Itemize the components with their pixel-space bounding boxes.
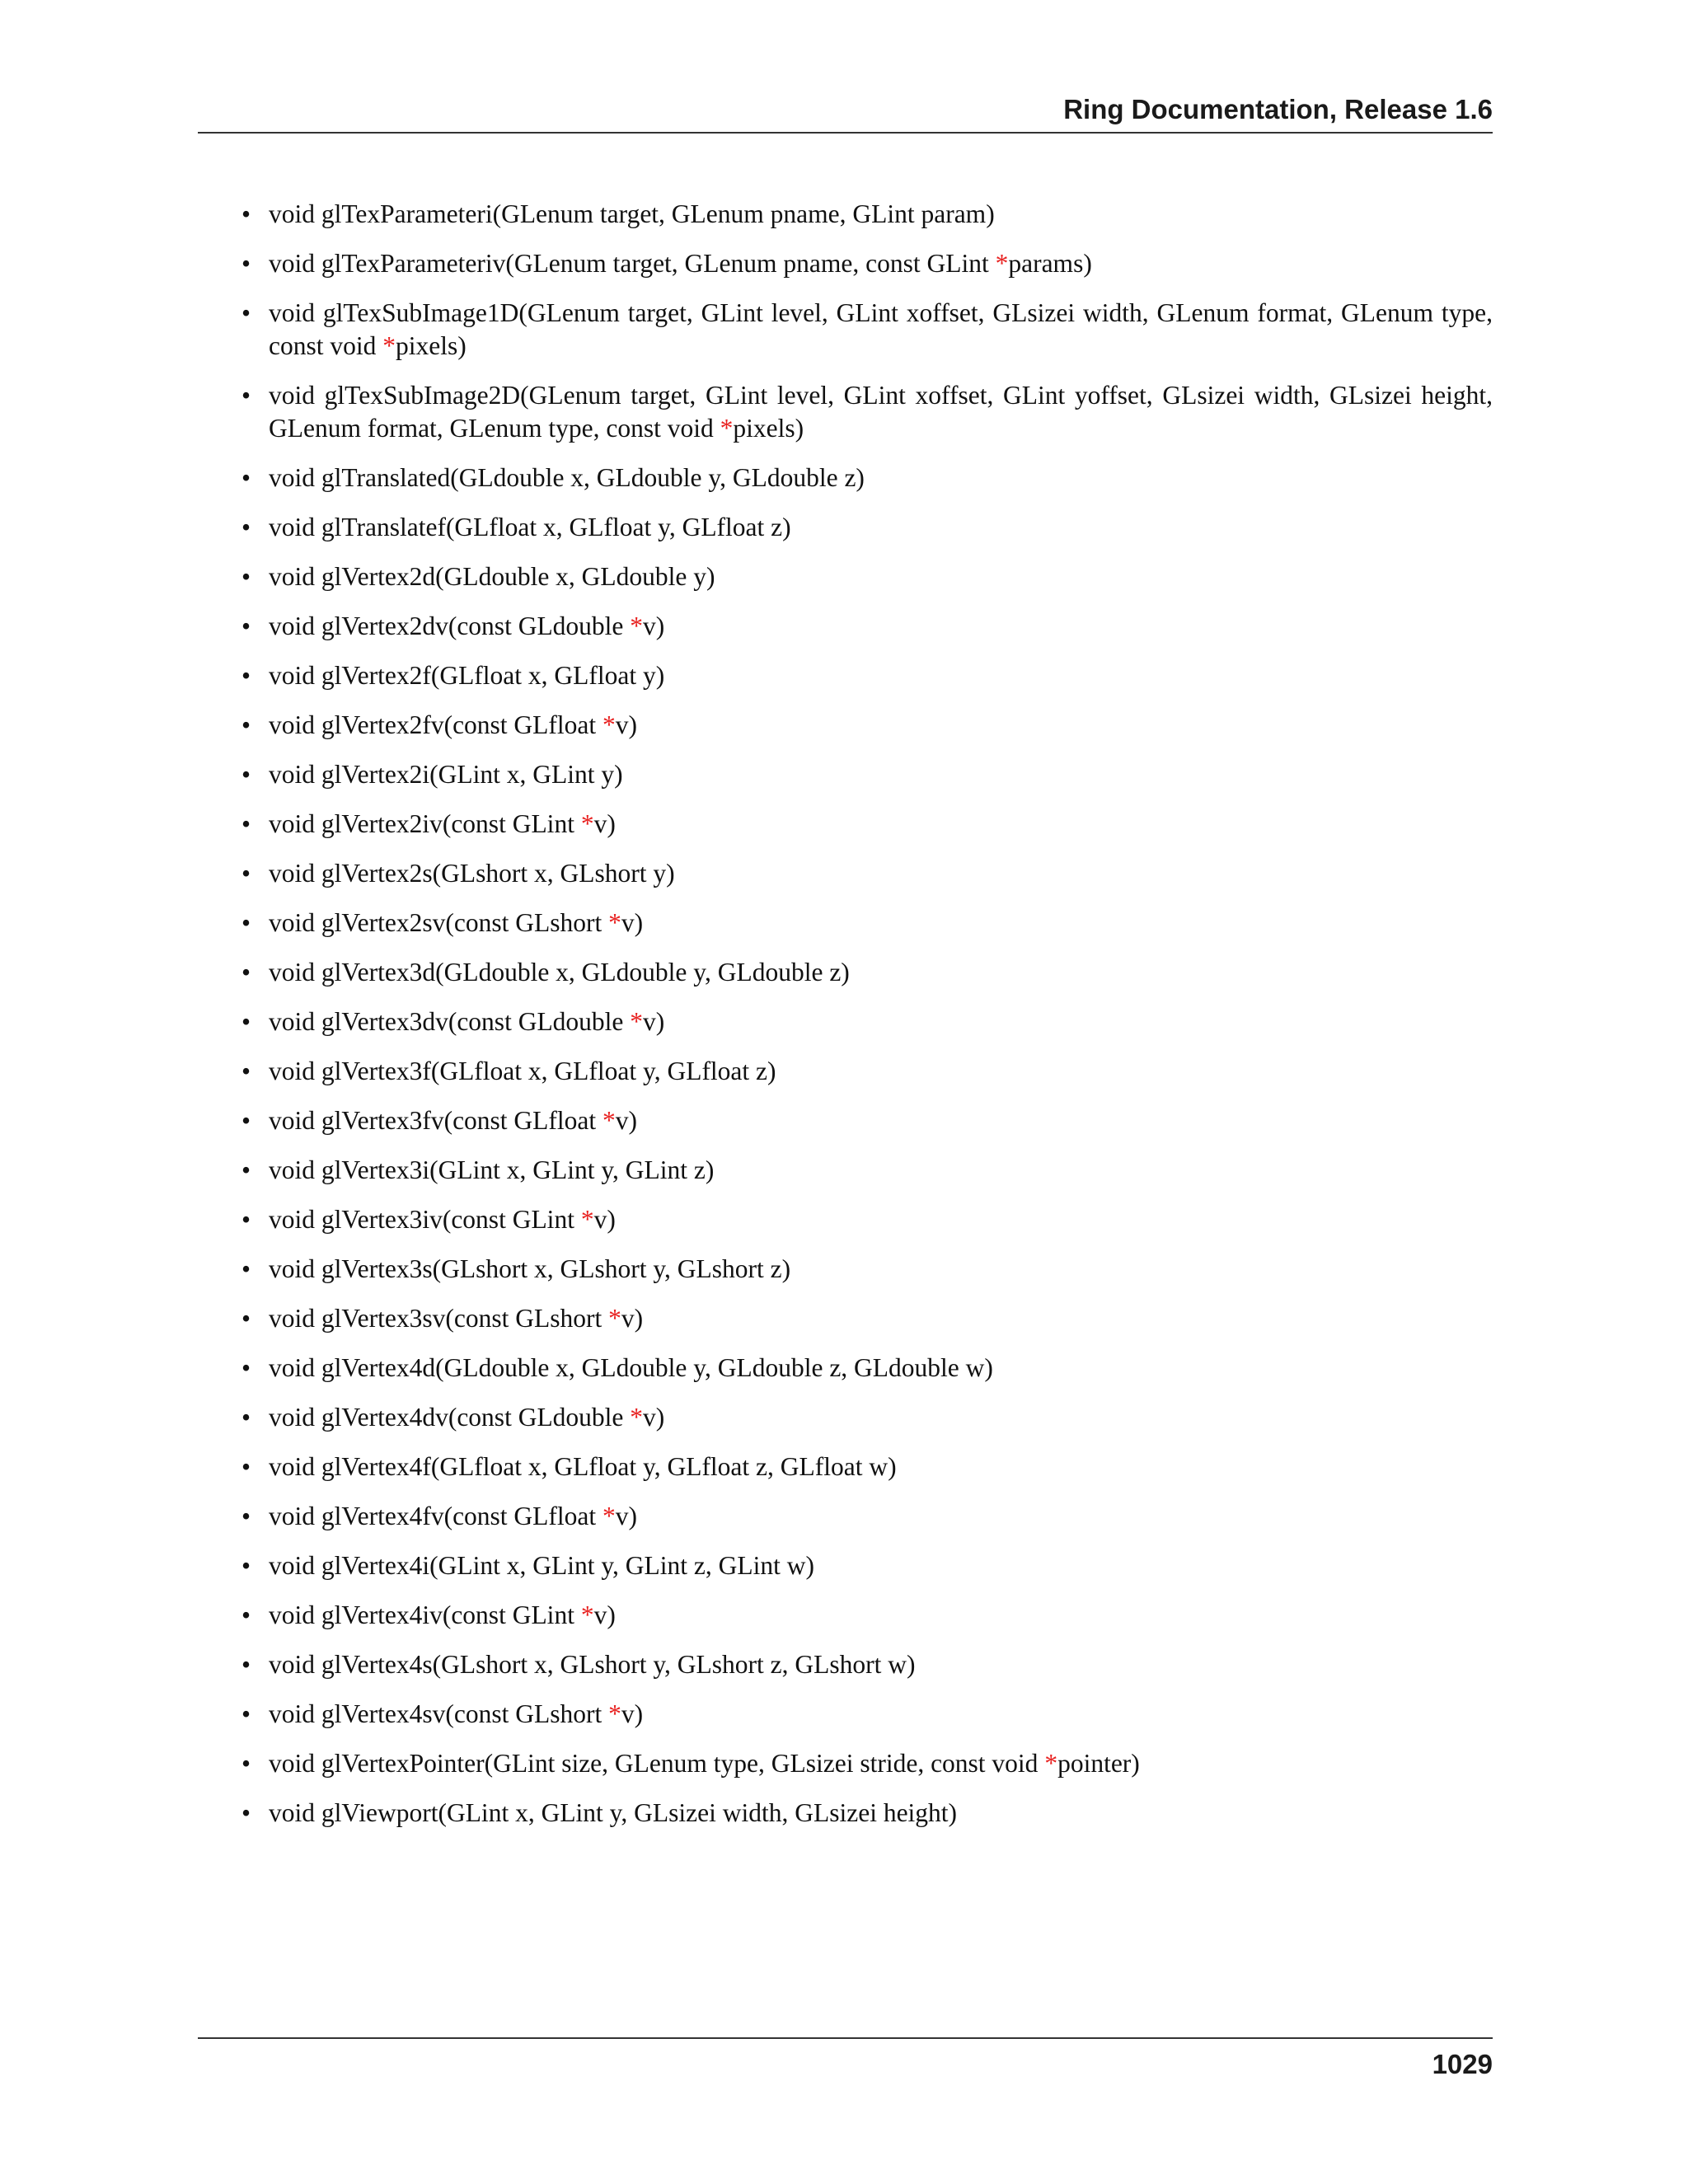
list-item: [198, 1401, 1493, 1434]
list-item: [198, 857, 1493, 890]
item-text-after: v): [643, 1007, 665, 1036]
item-text: void glViewport(GLint x, GLint y, GLsizei width, GLsizei height): [269, 1798, 958, 1827]
list-item: [198, 1055, 1493, 1088]
bullet: •: [241, 298, 251, 327]
list-item: [198, 907, 1493, 940]
list-item: [198, 1154, 1493, 1187]
bullet: •: [241, 1155, 251, 1184]
pointer-star: *: [995, 249, 1009, 278]
item-text-after: pixels): [396, 331, 467, 360]
item-text: void glVertex3i(GLint x, GLint y, GLint z): [269, 1155, 715, 1184]
bullet: •: [241, 463, 251, 492]
bullet: •: [241, 1601, 251, 1629]
list-item: [198, 198, 1493, 231]
item-text: void glVertex4fv(const GLfloat: [269, 1502, 603, 1530]
pointer-star: *: [382, 331, 396, 360]
pointer-star: *: [603, 1106, 616, 1135]
bullet: •: [241, 710, 251, 739]
pointer-star: *: [603, 1502, 616, 1530]
list-item: [198, 247, 1493, 280]
list-item: [198, 610, 1493, 643]
list-item: [198, 659, 1493, 692]
pointer-star: *: [580, 809, 594, 838]
bullet: •: [241, 612, 251, 640]
item-text: void glVertex2dv(const GLdouble: [269, 612, 631, 640]
bullet: •: [241, 1205, 251, 1234]
list-item: [198, 1253, 1493, 1286]
item-text: void glVertex2fv(const GLfloat: [269, 710, 603, 739]
pointer-star: *: [630, 1403, 644, 1432]
item-text-after: v): [621, 1304, 644, 1333]
bullet: •: [241, 249, 251, 278]
bullet: •: [241, 1699, 251, 1728]
item-text: void glVertex2iv(const GLint: [269, 809, 581, 838]
item-text-after: pixels): [733, 414, 804, 443]
item-text: void glTexParameteri(GLenum target, GLenum pname, GLint param): [269, 199, 995, 228]
bullet: •: [241, 958, 251, 987]
header-title: Ring Documentation, Release 1.6: [1063, 94, 1493, 124]
item-text: void glTexParameteriv(GLenum target, GLenum pname, const GLint: [269, 249, 996, 278]
bullet: •: [241, 908, 251, 937]
list-item: [198, 1549, 1493, 1582]
list-item: [198, 1599, 1493, 1632]
item-text: void glVertex2d(GLdouble x, GLdouble y): [269, 562, 715, 591]
item-text: void glVertex3fv(const GLfloat: [269, 1106, 603, 1135]
bullet: •: [241, 760, 251, 789]
list-item: [198, 1104, 1493, 1137]
pointer-star: *: [1044, 1749, 1058, 1778]
item-text: void glTranslated(GLdouble x, GLdouble y, GLdouble z): [269, 463, 865, 492]
item-text: void glVertex3s(GLshort x, GLshort y, GLshort z): [269, 1254, 791, 1283]
bullet: •: [241, 1304, 251, 1333]
bullet: •: [241, 381, 251, 410]
item-text: void glVertex3iv(const GLint: [269, 1205, 581, 1234]
pointer-star: *: [580, 1601, 594, 1629]
item-text: void glVertex4sv(const GLshort: [269, 1699, 609, 1728]
item-text: void glVertex4dv(const GLdouble: [269, 1403, 631, 1432]
list-item: [198, 1747, 1493, 1780]
list-item: [198, 1648, 1493, 1681]
bullet: •: [241, 562, 251, 591]
bullet: •: [241, 809, 251, 838]
item-text-after: v): [643, 612, 665, 640]
page-number: 1029: [1432, 2049, 1493, 2079]
item-text: void glTexSubImage2D(GLenum target, GLint level, GLint xoffset, GLint yoffset, GLsizei width, GLsizei height, GLenum format, GLenum type, const void: [269, 381, 1493, 443]
bullet: •: [241, 1106, 251, 1135]
list-item: [198, 956, 1493, 989]
item-text-after: v): [615, 1106, 638, 1135]
list-item: [198, 1005, 1493, 1038]
page-header: [198, 89, 1493, 134]
pointer-star: *: [608, 1304, 621, 1333]
item-text-after: v): [643, 1403, 665, 1432]
item-text-after: params): [1008, 249, 1092, 278]
bullet: •: [241, 1551, 251, 1580]
item-text-after: v): [615, 1502, 638, 1530]
bullet: •: [241, 1502, 251, 1530]
bullet: •: [241, 1353, 251, 1382]
bullet: •: [241, 1057, 251, 1085]
bullet: •: [241, 199, 251, 228]
item-text: void glTranslatef(GLfloat x, GLfloat y, GLfloat z): [269, 513, 791, 541]
item-text: void glVertex4i(GLint x, GLint y, GLint z, GLint w): [269, 1551, 814, 1580]
pointer-star: *: [720, 414, 734, 443]
list-item: [198, 1302, 1493, 1335]
function-list: [198, 198, 1493, 1846]
item-text: void glTexSubImage1D(GLenum target, GLint level, GLint xoffset, GLsizei width, GLenum format, GLenum type, const void: [269, 298, 1493, 360]
pointer-star: *: [608, 908, 621, 937]
bullet: •: [241, 513, 251, 541]
item-text: void glVertex2f(GLfloat x, GLfloat y): [269, 661, 665, 690]
pointer-star: *: [580, 1205, 594, 1234]
item-text: void glVertex4f(GLfloat x, GLfloat y, GLfloat z, GLfloat w): [269, 1452, 897, 1481]
item-text: void glVertex2sv(const GLshort: [269, 908, 609, 937]
list-item: [198, 1451, 1493, 1483]
pointer-star: *: [630, 1007, 644, 1036]
list-item: [198, 297, 1493, 363]
list-item: [198, 1352, 1493, 1385]
bullet: •: [241, 661, 251, 690]
bullet: •: [241, 1007, 251, 1036]
item-text-after: v): [593, 1205, 616, 1234]
list-item: [198, 560, 1493, 593]
item-text: void glVertexPointer(GLint size, GLenum type, GLsizei stride, const void: [269, 1749, 1045, 1778]
item-text-after: v): [593, 809, 616, 838]
bullet: •: [241, 1452, 251, 1481]
item-text: void glVertex3dv(const GLdouble: [269, 1007, 631, 1036]
bullet: •: [241, 1254, 251, 1283]
page-footer: [198, 2037, 1493, 2079]
bullet: •: [241, 1650, 251, 1679]
item-text: void glVertex4s(GLshort x, GLshort y, GLshort z, GLshort w): [269, 1650, 916, 1679]
list-item: [198, 1797, 1493, 1830]
item-text: void glVertex4d(GLdouble x, GLdouble y, GLdouble z, GLdouble w): [269, 1353, 993, 1382]
item-text: void glVertex2s(GLshort x, GLshort y): [269, 859, 675, 888]
item-text: void glVertex2i(GLint x, GLint y): [269, 760, 623, 789]
item-text-after: v): [615, 710, 638, 739]
bullet: •: [241, 859, 251, 888]
list-item: [198, 709, 1493, 742]
item-text: void glVertex3f(GLfloat x, GLfloat y, GLfloat z): [269, 1057, 776, 1085]
list-item: [198, 808, 1493, 841]
list-item: [198, 379, 1493, 445]
list-item: [198, 1698, 1493, 1731]
pointer-star: *: [608, 1699, 621, 1728]
item-text-after: v): [593, 1601, 616, 1629]
bullet: •: [241, 1749, 251, 1778]
bullet: •: [241, 1798, 251, 1827]
list-item: [198, 511, 1493, 544]
list-item: [198, 1203, 1493, 1236]
list-item: [198, 462, 1493, 494]
item-text-after: v): [621, 1699, 644, 1728]
pointer-star: *: [630, 612, 644, 640]
item-text-after: v): [621, 908, 644, 937]
list-item: [198, 758, 1493, 791]
list-item: [198, 1500, 1493, 1533]
bullet: •: [241, 1403, 251, 1432]
item-text: void glVertex4iv(const GLint: [269, 1601, 581, 1629]
item-text: void glVertex3sv(const GLshort: [269, 1304, 609, 1333]
pointer-star: *: [603, 710, 616, 739]
item-text-after: pointer): [1057, 1749, 1140, 1778]
item-text: void glVertex3d(GLdouble x, GLdouble y, GLdouble z): [269, 958, 850, 987]
